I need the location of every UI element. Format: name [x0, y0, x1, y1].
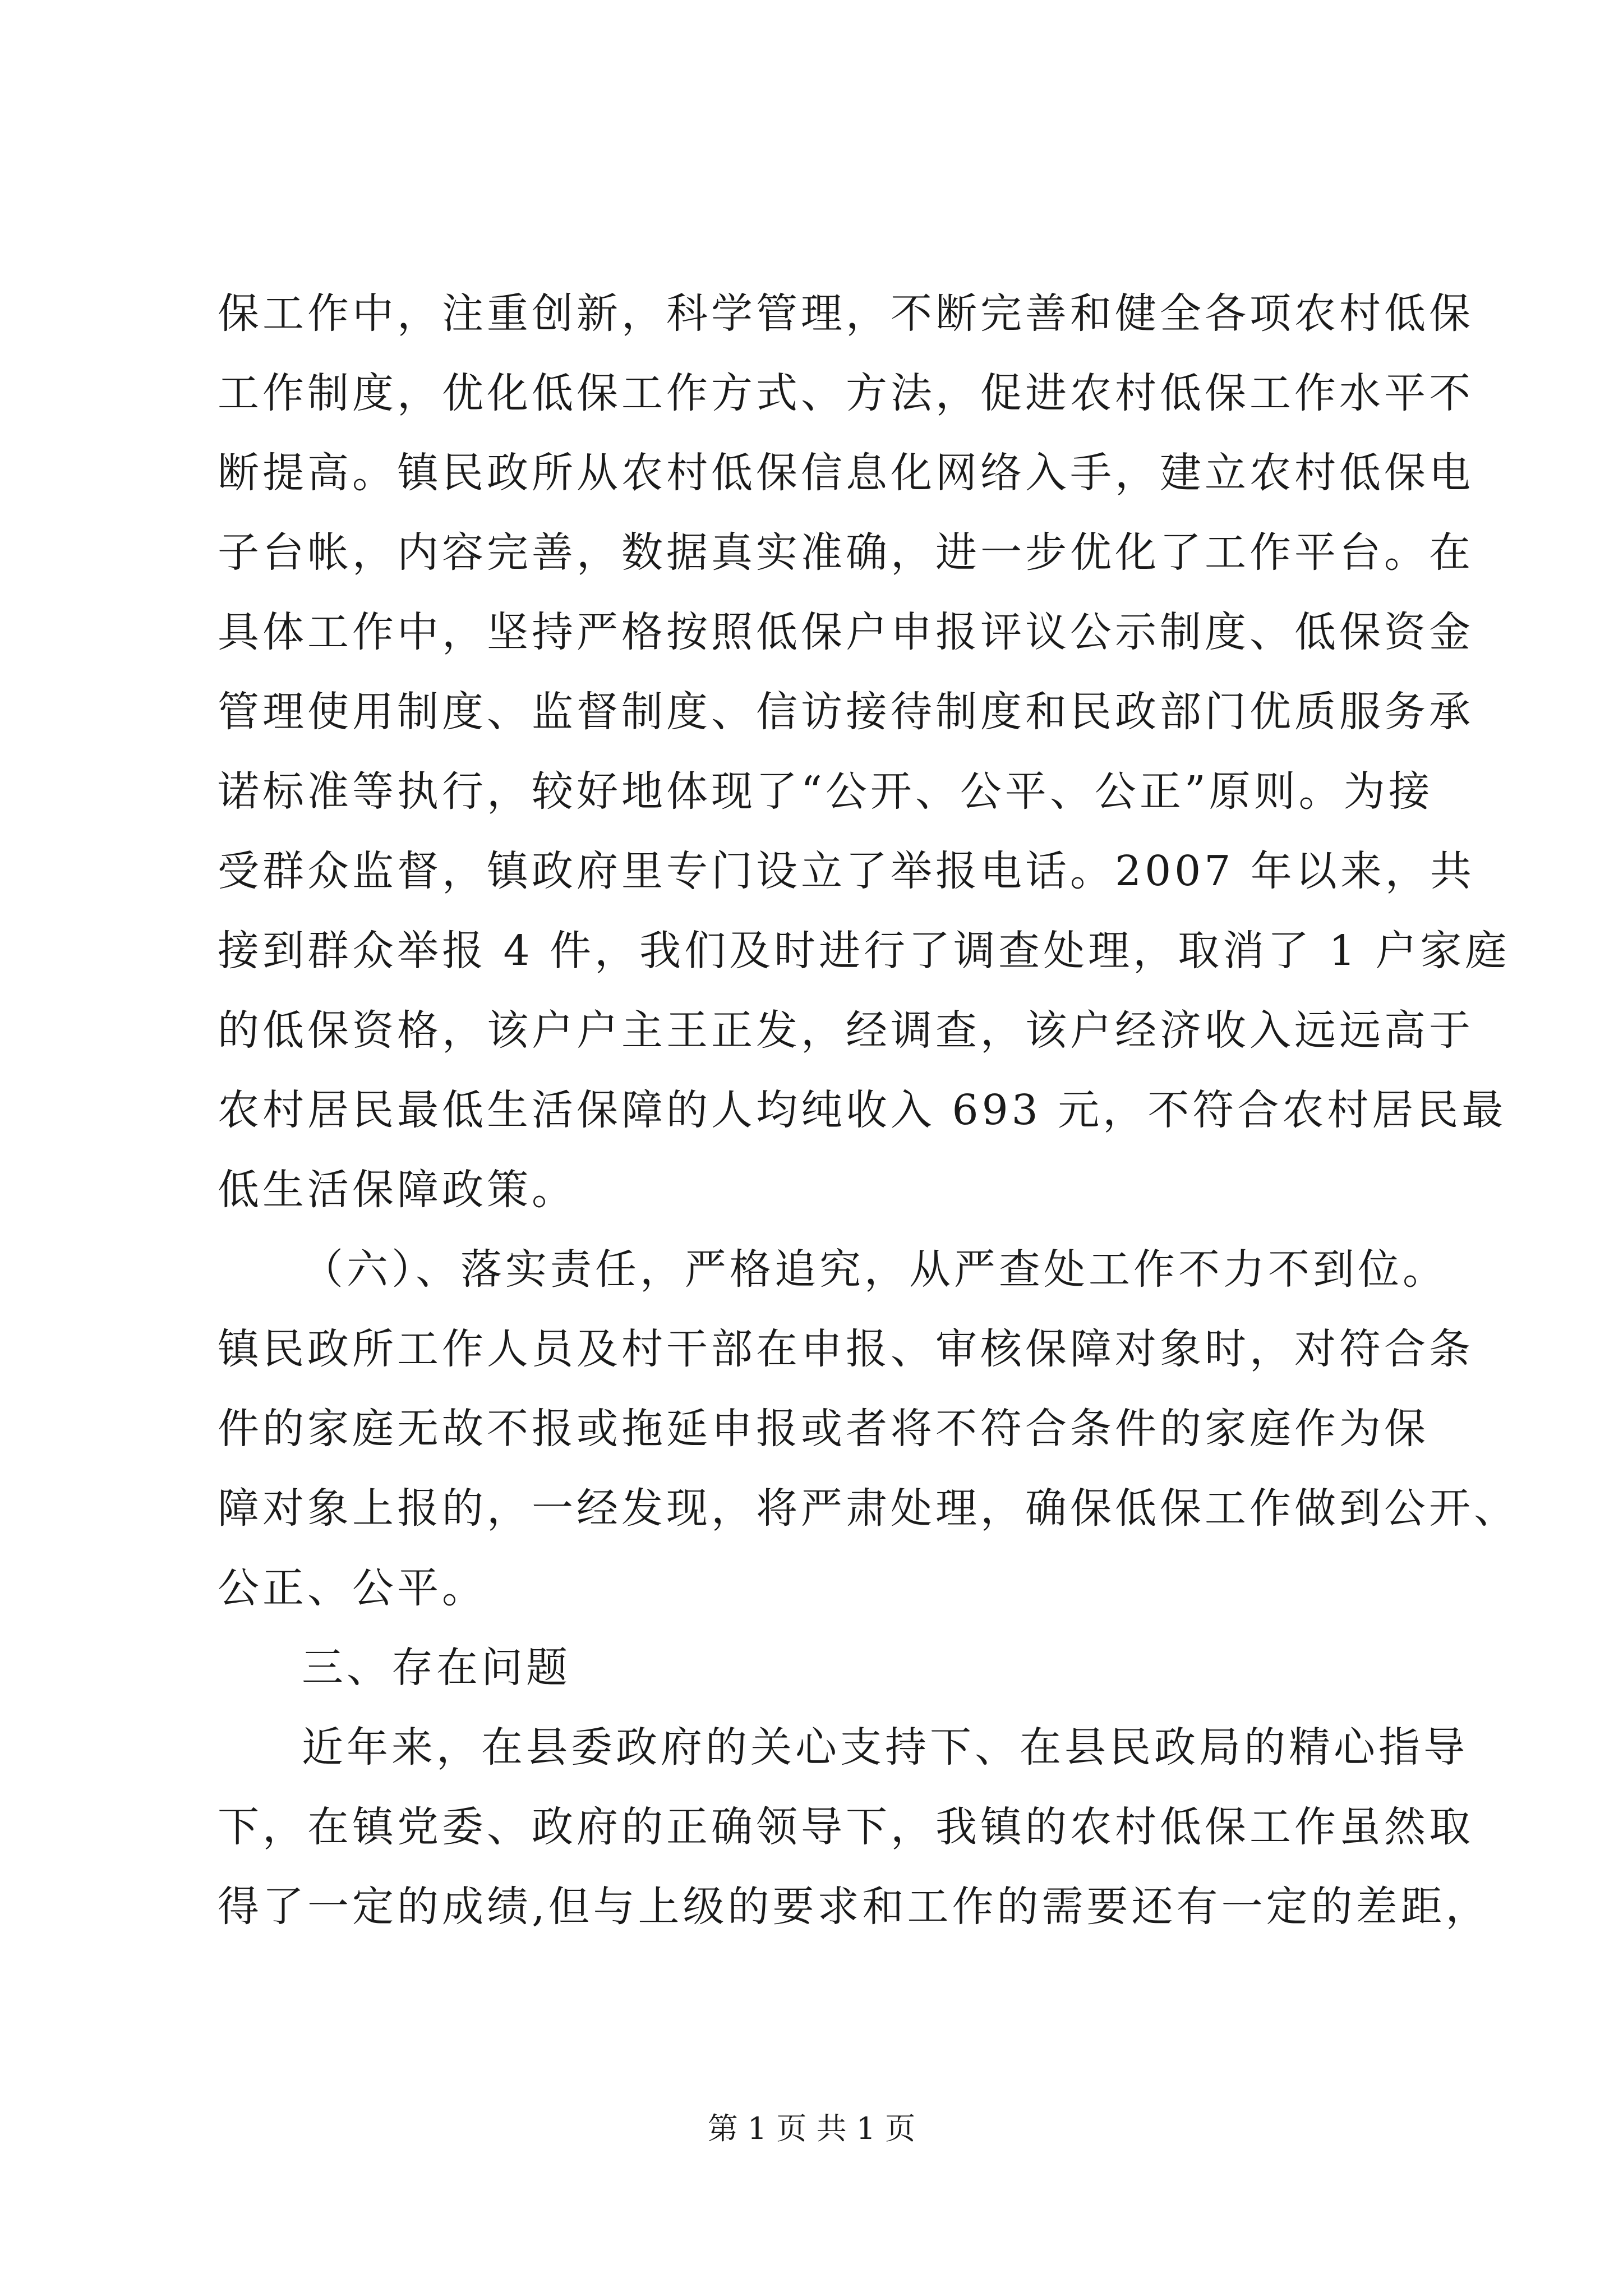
text-line: 受群众监督，镇政府里专门设立了举报电话。2007 年以来，共	[218, 847, 1475, 895]
text-line: 公正、公平。	[218, 1564, 487, 1612]
section-heading-line: （六）、落实责任，严格追究，从严查处工作不力不到位。	[302, 1245, 1447, 1294]
text-line: 断提高。镇民政所从农村低保信息化网络入手，建立农村低保电	[218, 449, 1474, 497]
text-line: 得了一定的成绩,但与上级的要求和工作的需要还有一定的差距，	[218, 1883, 1491, 1931]
text-line: 子台帐，内容完善，数据真实准确，进一步优化了工作平台。在	[218, 528, 1474, 577]
document-body	[218, 274, 1519, 1947]
text-line: 低生活保障政策。	[218, 1166, 577, 1214]
page-number-footer: 第 1 页 共 1 页	[707, 2111, 916, 2146]
text-line: 障对象上报的，一经发现，将严肃处理，确保低保工作做到公开、	[218, 1484, 1519, 1533]
section-heading-line: 三、存在问题	[302, 1644, 571, 1692]
text-line: 诺标准等执行，较好地体现了“公开、公平、公正”原则。为接	[218, 767, 1433, 816]
text-line: 的低保资格，该户户主王正发，经调查，该户经济收入远远高于	[218, 1006, 1474, 1055]
text-line: 管理使用制度、监督制度、信访接待制度和民政部门优质服务承	[218, 688, 1474, 736]
text-line: 件的家庭无故不报或拖延申报或者将不符合条件的家庭作为保	[218, 1405, 1429, 1453]
text-line: 接到群众举报 4 件，我们及时进行了调查处理，取消了 1 户家庭	[218, 927, 1510, 975]
text-line: 保工作中，注重创新，科学管理，不断完善和健全各项农村低保	[218, 289, 1474, 338]
text-line: 具体工作中，坚持严格按照低保户申报评议公示制度、低保资金	[218, 608, 1474, 656]
text-line: 农村居民最低生活保障的人均纯收入 693 元，不符合农村居民最	[218, 1086, 1507, 1134]
paragraph-start-line: 近年来，在县委政府的关心支持下、在县民政局的精心指导	[302, 1723, 1468, 1772]
text-line: 工作制度，优化低保工作方式、方法，促进农村低保工作水平不	[218, 369, 1474, 417]
text-line: 镇民政所工作人员及村干部在申报、审核保障对象时，对符合条	[218, 1325, 1474, 1373]
text-line: 下，在镇党委、政府的正确领导下，我镇的农村低保工作虽然取	[218, 1803, 1474, 1851]
